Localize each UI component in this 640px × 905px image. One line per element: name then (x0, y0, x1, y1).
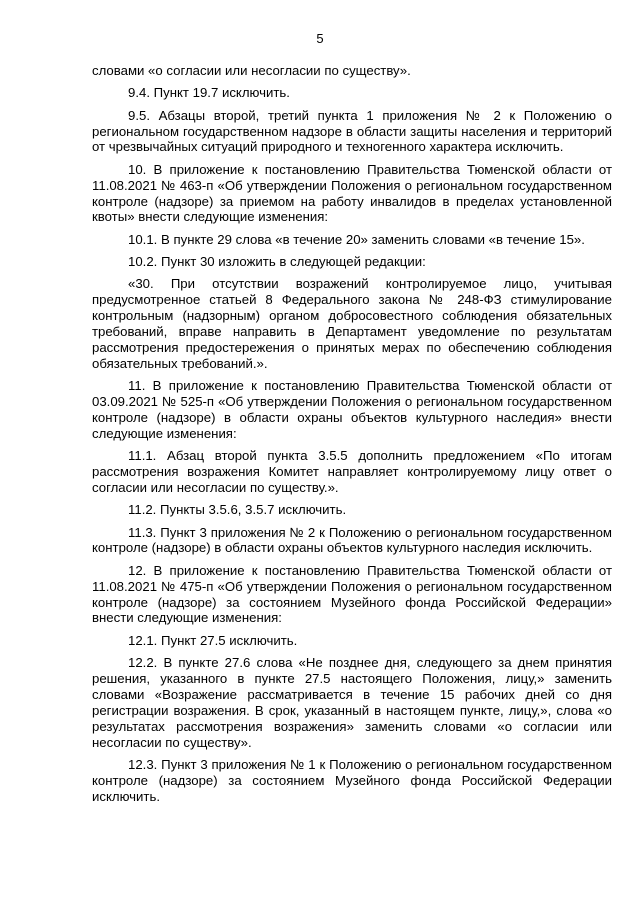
paragraph: 9.4. Пункт 19.7 исключить. (128, 85, 290, 101)
page-number: 5 (316, 31, 324, 46)
paragraph: 10. В приложение к постановлению Правительства Тюменской области от 11.08.2021 № 463-п «Об утверждении Положения о региональном государственном контроле (надзоре) за приемом на работу инвалидов в пределах установленной квоты» внести следующие изменения: (92, 161, 612, 225)
paragraph: 11.2. Пункты 3.5.6, 3.5.7 исключить. (128, 502, 347, 518)
paragraph: 12.2. В пункте 27.6 слова «Не позднее дня, следующего за днем принятия решения, указанного в пункте 27.5 настоящего Положения, лицу,» заменить словами «Возражение рассматривается в течение 15 рабочих дней со дня регистрации возражения. В срок, указанный в настоящем пункте, лицу,», слова «о результатах рассмотрения возражения» заменить словами «о согласии или несогласии по существу». (92, 655, 612, 750)
paragraph: 12.3. Пункт 3 приложения № 1 к Положению о региональном государственном контроле (надзоре) за состоянием Музейного фонда Российской Федерации исключить. (92, 756, 612, 804)
paragraph: словами «о согласии или несогласии по существу». (92, 63, 411, 78)
paragraph: 11.1. Абзац второй пункта 3.5.5 дополнить предложением «По итогам рассмотрения возражения Комитет направляет контролируемому лицу ответ о согласии или несогласии по существу.». (92, 448, 612, 495)
paragraph: 12. В приложение к постановлению Правительства Тюменской области от 11.08.2021 № 475-п «Об утверждении Положения о региональном государственном контроле (надзоре) за состоянием Музейного фонда Российской Федерации» внести следующие изменения: (92, 562, 612, 626)
paragraph: 11.3. Пункт 3 приложения № 2 к Положению о региональном государственном контроле (надзоре) в области охраны объектов культурного наследия исключить. (92, 524, 612, 556)
document-body (92, 63, 612, 811)
paragraph: «30. При отсутствии возражений контролируемое лицо, учитывая предусмотренное статьей 8 Федерального закона № 248-ФЗ стимулирование контрольным (надзорным) органом добросовестного соблюдения обязательных требований, вправе направить в Департамент уведомление по результатам рассмотрения предостережения о принятых мерах по обеспечению соблюдения обязательных требований.». (92, 276, 612, 371)
paragraph: 10.2. Пункт 30 изложить в следующей редакции: (128, 254, 426, 270)
paragraph: 9.5. Абзацы второй, третий пункта 1 приложения № 2 к Положению о региональном государственном надзоре в области защиты населения и территорий от чрезвычайных ситуаций природного и техногенного характера исключить. (92, 107, 612, 155)
paragraph: 12.1. Пункт 27.5 исключить. (128, 632, 298, 648)
paragraph: 10.1. В пункте 29 слова «в течение 20» заменить словами «в течение 15». (128, 231, 585, 247)
paragraph: 11. В приложение к постановлению Правительства Тюменской области от 03.09.2021 № 525-п «Об утверждении Положения о региональном государственном контроле (надзоре) в области охраны объектов культурного наследия» внести следующие изменения: (92, 378, 612, 441)
